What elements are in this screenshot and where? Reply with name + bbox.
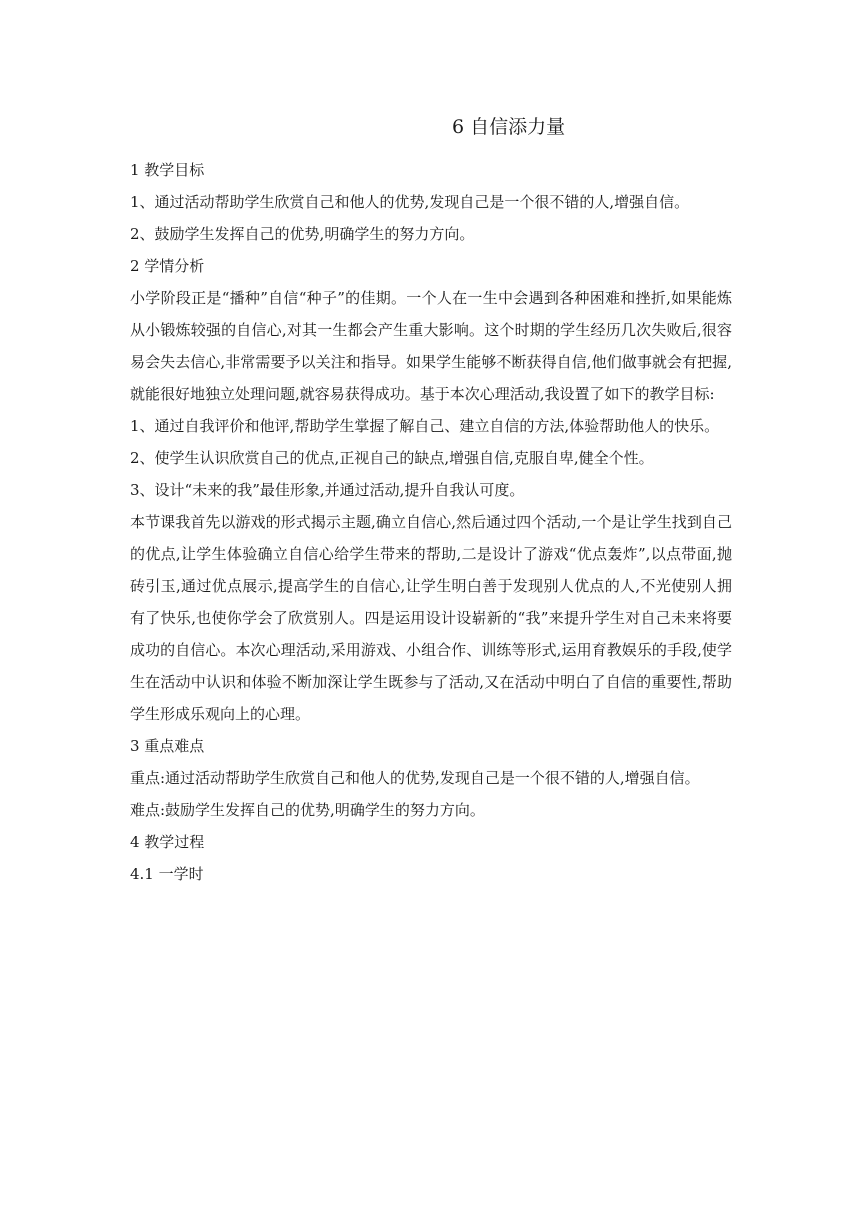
subsection-heading-lesson: 4.1 一学时: [130, 865, 204, 883]
analysis-paragraph-1: 小学阶段正是“播种”自信“种子”的佳期。一个人在一生中会遇到各种困难和挫折,如果能炼从小锻炼较强的自信心,对其一生都会产生重大影响。这个时期的学生经历几次失败后,很容易会失去信心,非常需要予以关注和指导。如果学生能够不断获得自信,他们做事就会有把握,就能很好地独立处理问题,就容易获得成功。基于本次心理活动,我设置了如下的教学目标:: [130, 289, 732, 403]
keypoint-text: 重点:通过活动帮助学生欣赏自己和他人的优势,发现自己是一个很不错的人,增强自信。: [130, 769, 700, 787]
section-heading-analysis: 2 学情分析: [130, 257, 205, 275]
goal-item-2: 2、鼓励学生发挥自己的优势,明确学生的努力方向。: [130, 225, 475, 243]
analysis-item-2: 2、使学生认识欣赏自己的优点,正视自己的缺点,增强自信,克服自卑,健全个性。: [130, 449, 654, 467]
analysis-item-1: 1、通过自我评价和他评,帮助学生掌握了解自己、建立自信的方法,体验帮助他人的快乐。: [130, 417, 720, 435]
goal-item-1: 1、通过活动帮助学生欣赏自己和他人的优势,发现自己是一个很不错的人,增强自信。: [130, 193, 690, 211]
analysis-item-3: 3、设计“未来的我”最佳形象,并通过活动,提升自我认可度。: [130, 481, 525, 499]
document-title: 6 自信添力量: [452, 116, 566, 138]
difficulty-text: 难点:鼓励学生发挥自己的优势,明确学生的努力方向。: [130, 801, 485, 819]
section-heading-goals: 1 教学目标: [130, 161, 205, 179]
analysis-paragraph-2: 本节课我首先以游戏的形式揭示主题,确立自信心,然后通过四个活动,一个是让学生找到自己的优点,让学生体验确立自信心给学生带来的帮助,二是设计了游戏“优点轰炸”,以点带面,抛砖引玉,通过优点展示,提高学生的自信心,让学生明白善于发现别人优点的人,不光使别人拥有了快乐,也使你学会了欣赏别人。四是运用设计设崭新的“我”来提升学生对自己未来将要成功的自信心。本次心理活动,采用游戏、小组合作、训练等形式,运用育教娱乐的手段,使学生在活动中认识和体验不断加深让学生既参与了活动,又在活动中明白了自信的重要性,帮助学生形成乐观向上的心理。: [130, 513, 732, 723]
section-heading-keypoints: 3 重点难点: [130, 737, 205, 755]
section-heading-process: 4 教学过程: [130, 833, 205, 851]
document-page: [130, 112, 732, 890]
